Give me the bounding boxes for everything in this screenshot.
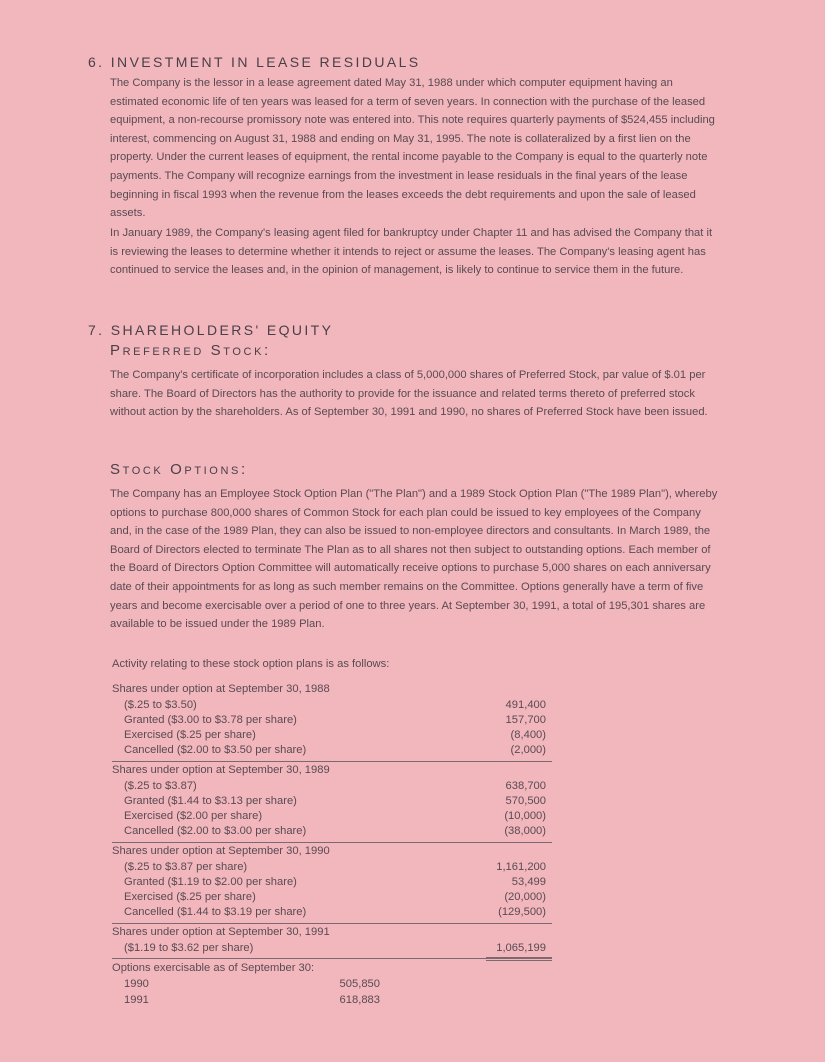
table-divider	[112, 761, 552, 762]
stock-options-text: The Company has an Employee Stock Option Plan ("The Plan") and a 1989 Stock Option Plan ("The 1989 Plan"), whereby options to purchase 800,000 shares of Common Stock for each plan could be issued to key employees of the Company and, in the case of the 1989 Plan, they can also be issued to non-employee directors and consultants. In March 1989, the Board of Directors elected to terminate The Plan as to all shares not then subject to outstanding options. Each member of the Board of Directors Option Committee will automatically receive options to purchase 5,000 shares on each anniversary date of their appointments for as long as such member remains on the Committee. Options generally have a term of five years and become exercisable over a period of one to three years. At September 30, 1991, a total of 195,301 shares are available to be issued under the 1989 Plan.	[110, 488, 718, 631]
exercisable-year: 1991	[124, 994, 149, 1006]
table-row-label: ($.25 to $3.50)	[124, 699, 197, 711]
table-row-amount: 491,400	[505, 699, 546, 711]
preferred-stock-text: The Company's certificate of incorporation includes a class of 5,000,000 shares of Preferred Stock, par value of $.01 per share. The Board of Directors has the authority to provide for the issuance and related terms thereto of preferred stock without action by the shareholders. As of September 30, 1991 and 1990, no shares of Preferred Stock have been issued.	[110, 369, 708, 419]
table-row-label: Cancelled ($2.00 to $3.00 per share)	[124, 825, 307, 837]
exercisable-amount: 505,850	[339, 978, 380, 990]
activity-intro: Activity relating to these stock option plans is as follows:	[112, 658, 390, 670]
section-6-paragraph-1	[110, 74, 722, 223]
table-row-amount: 1,065,199	[496, 942, 546, 954]
table-row-label: Exercised ($.25 per share)	[124, 891, 256, 903]
table-row-amount: (129,500)	[498, 906, 546, 918]
table-divider	[112, 923, 552, 924]
table-row-amount: 1,161,200	[496, 861, 546, 873]
section-6-heading: 6. INVESTMENT IN LEASE RESIDUALS	[88, 54, 421, 70]
table-row-label: Cancelled ($1.44 to $3.19 per share)	[124, 906, 307, 918]
table-row-label: Shares under option at September 30, 1991	[112, 926, 330, 938]
table-row-label: Cancelled ($2.00 to $3.50 per share)	[124, 744, 307, 756]
total-double-underline	[486, 957, 552, 958]
preferred-stock-heading: Preferred Stock:	[110, 342, 271, 359]
table-row-label: Exercised ($2.00 per share)	[124, 810, 263, 822]
exercisable-heading: Options exercisable as of September 30:	[112, 962, 315, 974]
table-row-label: Shares under option at September 30, 1988	[112, 683, 330, 695]
preferred-stock-paragraph	[110, 366, 722, 422]
table-row-amount: 638,700	[505, 780, 546, 792]
table-row-amount: (10,000)	[504, 810, 546, 822]
stock-options-heading: Stock Options:	[110, 461, 248, 478]
table-row-amount: (8,400)	[510, 729, 546, 741]
table-row-label: Granted ($1.19 to $2.00 per share)	[124, 876, 297, 888]
table-row-label: Granted ($3.00 to $3.78 per share)	[124, 714, 297, 726]
table-row-label: Granted ($1.44 to $3.13 per share)	[124, 795, 297, 807]
table-row-amount: (38,000)	[504, 825, 546, 837]
exercisable-year: 1990	[124, 978, 149, 990]
table-row-label: Shares under option at September 30, 1990	[112, 845, 330, 857]
table-row-amount: 53,499	[511, 876, 546, 888]
stock-options-paragraph	[110, 485, 722, 634]
table-row-label: ($.25 to $3.87 per share)	[124, 861, 248, 873]
table-divider	[112, 842, 552, 843]
section-6-paragraph-2	[110, 224, 722, 280]
table-row-label: Exercised ($.25 per share)	[124, 729, 256, 741]
leasing-agent-text: In January 1989, the Company's leasing agent filed for bankruptcy under Chapter 11 and has advised the Company that it is reviewing the leases to determine whether it intends to reject or assume the leases. The Company's leasing agent has continued to service the leases and, in the opinion of management, is likely to continue to service them in the future.	[110, 227, 713, 277]
lease-agreement-text: The Company is the lessor in a lease agreement dated May 31, 1988 under which computer equipment having an estimated economic life of ten years was leased for a term of seven years. In connection with the purchase of the leased equipment, a non-recourse promissory note was entered into. This note requires quarterly payments of $524,455 including interest, commencing on August 31, 1988 and ending on May 31, 1995. The note is collateralized by a first lien on the property. Under the current leases of equipment, the rental income payable to the Company is equal to the quarterly note payments. The Company will recognize earnings from the investment in lease residuals in the final years of the lease beginning in fiscal 1993 when the revenue from the leases exceeds the debt requirements and upon the sale of leased assets.	[110, 77, 715, 220]
table-row-label: ($1.19 to $3.62 per share)	[124, 942, 254, 954]
table-row-label: ($.25 to $3.87)	[124, 780, 197, 792]
table-row-amount: 157,700	[505, 714, 546, 726]
table-divider	[112, 958, 552, 959]
total-double-underline	[486, 960, 552, 961]
table-row-amount: 570,500	[505, 795, 546, 807]
section-7-heading: 7. SHAREHOLDERS' EQUITY	[88, 322, 334, 338]
table-row-amount: (20,000)	[504, 891, 546, 903]
exercisable-amount: 618,883	[339, 994, 380, 1006]
table-row-amount: (2,000)	[510, 744, 546, 756]
table-row-label: Shares under option at September 30, 1989	[112, 764, 330, 776]
